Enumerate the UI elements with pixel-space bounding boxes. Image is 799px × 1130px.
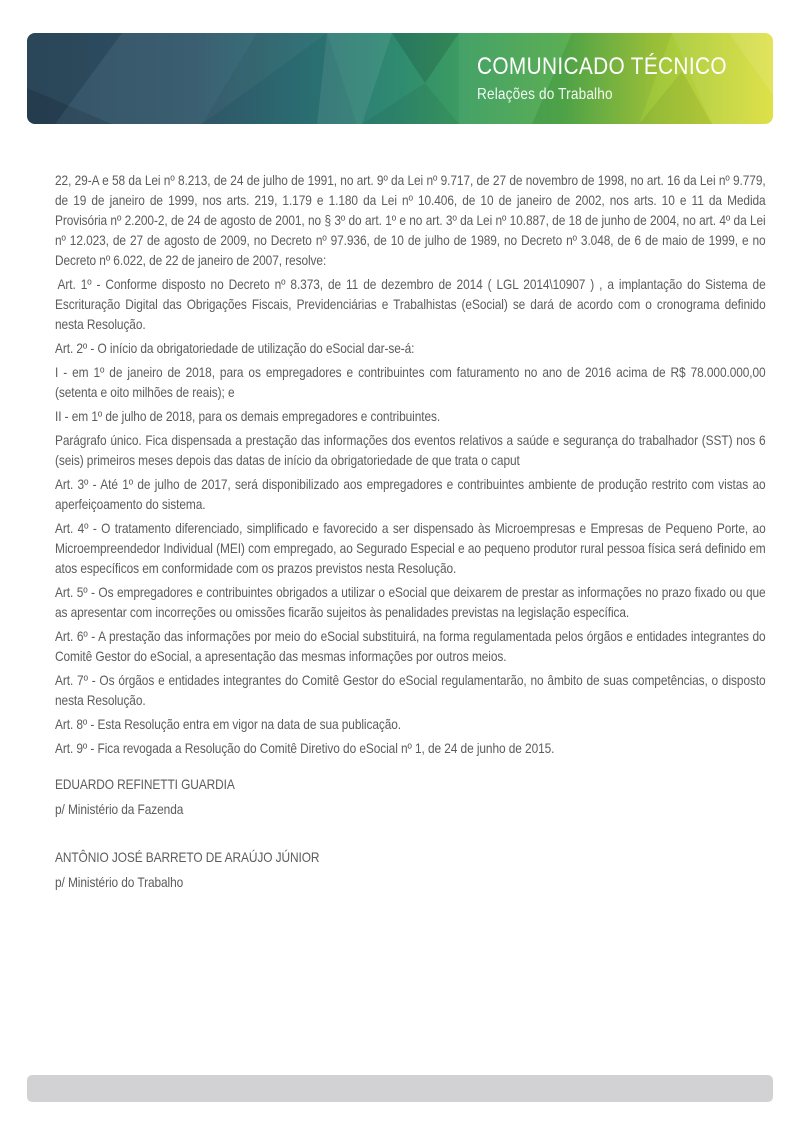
paragraph-art-5: Art. 5º - Os empregadores e contribuintes obrigados a utilizar o eSocial que deixarem de prestar as informações no prazo fixado ou que as apresentar com incorreções ou omissões ficarão sujeitos às penalidades previstas na legislação específica. [55,584,766,620]
signature-name: ANTÔNIO JOSÉ BARRETO DE ARAÚJO JÚNIOR [55,849,320,865]
banner-subtitle: Relações do Trabalho [477,86,613,104]
paragraph-paragrafo-unico: Parágrafo único. Fica dispensada a prestação das informações dos eventos relativos a saúde e segurança do trabalhador (SST) nos 6 (seis) primeiros meses depois das datas de início da obrigatoriedade de que trata o caput [55,432,766,468]
paragraph-item-i: I - em 1º de janeiro de 2018, para os empregadores e contribuintes com faturamento no ano de 2016 acima de R$ 78.000.000,00 (setenta e oito milhões de reais); e [55,364,766,400]
paragraph-item-ii: II - em 1º de julho de 2018, para os demais empregadores e contribuintes. [55,408,441,424]
paragraph-art-2: Art. 2º - O início da obrigatoriedade de utilização do eSocial dar-se-á: [55,340,415,356]
signature [55,774,766,819]
footer-bar [27,1075,773,1102]
banner-text-block [477,53,727,104]
signature [55,847,766,892]
paragraph-art-3: Art. 3º - Até 1º de julho de 2017, será disponibilizado aos empregadores e contribuintes ambiente de produção restrito com vistas ao aperfeiçoamento do sistema. [55,476,766,512]
banner-title: COMUNICADO TÉCNICO [477,53,727,80]
paragraph-art-6: Art. 6º - A prestação das informações por meio do eSocial substituirá, na forma regulamentada pelos órgãos e entidades integrantes do Comitê Gestor do eSocial, a apresentação das mesmas informações por outros meios. [55,628,766,664]
paragraph-art-4: Art. 4º - O tratamento diferenciado, simplificado e favorecido a ser dispensado às Microempresas e Empresas de Pequeno Porte, ao Microempreendedor Individual (MEI) com empregado, ao Segurado Especial e ao pequeno produtor rural pessoa física será definido em atos específicos em conformidade com os prazos previstos nesta Resolução. [55,520,766,576]
paragraph-art-7: Art. 7º - Os órgãos e entidades integrantes do Comitê Gestor do eSocial regulamentarão, no âmbito de suas competências, o disposto nesta Resolução. [55,672,766,708]
signature-role: p/ Ministério do Trabalho [55,874,184,890]
signatures-block [55,774,766,892]
header-banner [27,33,773,124]
paragraph-preamble: 22, 29-A e 58 da Lei nº 8.213, de 24 de julho de 1991, no art. 9º da Lei nº 9.717, de 27 de novembro de 1998, no art. 16 da Lei nº 9.779, de 19 de janeiro de 1999, nos arts. 219, 1.179 e 1.180 da Lei nº 10.406, de 10 de janeiro de 2002, nos arts. 10 e 11 da Medida Provisória nº 2.200-2, de 24 de agosto de 2001, no § 3º do art. 1º e no art. 3º da Lei nº 10.887, de 18 de junho de 2004, no art. 4º da Lei nº 12.023, de 27 de agosto de 2009, no Decreto nº 97.936, de 10 de julho de 1989, no Decreto nº 3.048, de 6 de maio de 1999, e no Decreto nº 6.022, de 22 de janeiro de 2007, resolve: [55,172,766,268]
paragraph-art-8: Art. 8º - Esta Resolução entra em vigor na data de sua publicação. [55,716,402,732]
paragraph-art-9: Art. 9º - Fica revogada a Resolução do Comitê Diretivo do eSocial nº 1, de 24 de junho de 2015. [55,740,555,756]
document-body [55,170,766,892]
paragraph-art-1: Art. 1º - Conforme disposto no Decreto nº 8.373, de 11 de dezembro de 2014 ( LGL 2014\10907 ) , a implantação do Sistema de Escrituração Digital das Obrigações Fiscais, Previdenciárias e Trabalhistas (eSocial) se dará de acordo com o cronograma definido nesta Resolução. [55,276,766,332]
signature-role: p/ Ministério da Fazenda [55,801,184,817]
signature-name: EDUARDO REFINETTI GUARDIA [55,776,235,792]
